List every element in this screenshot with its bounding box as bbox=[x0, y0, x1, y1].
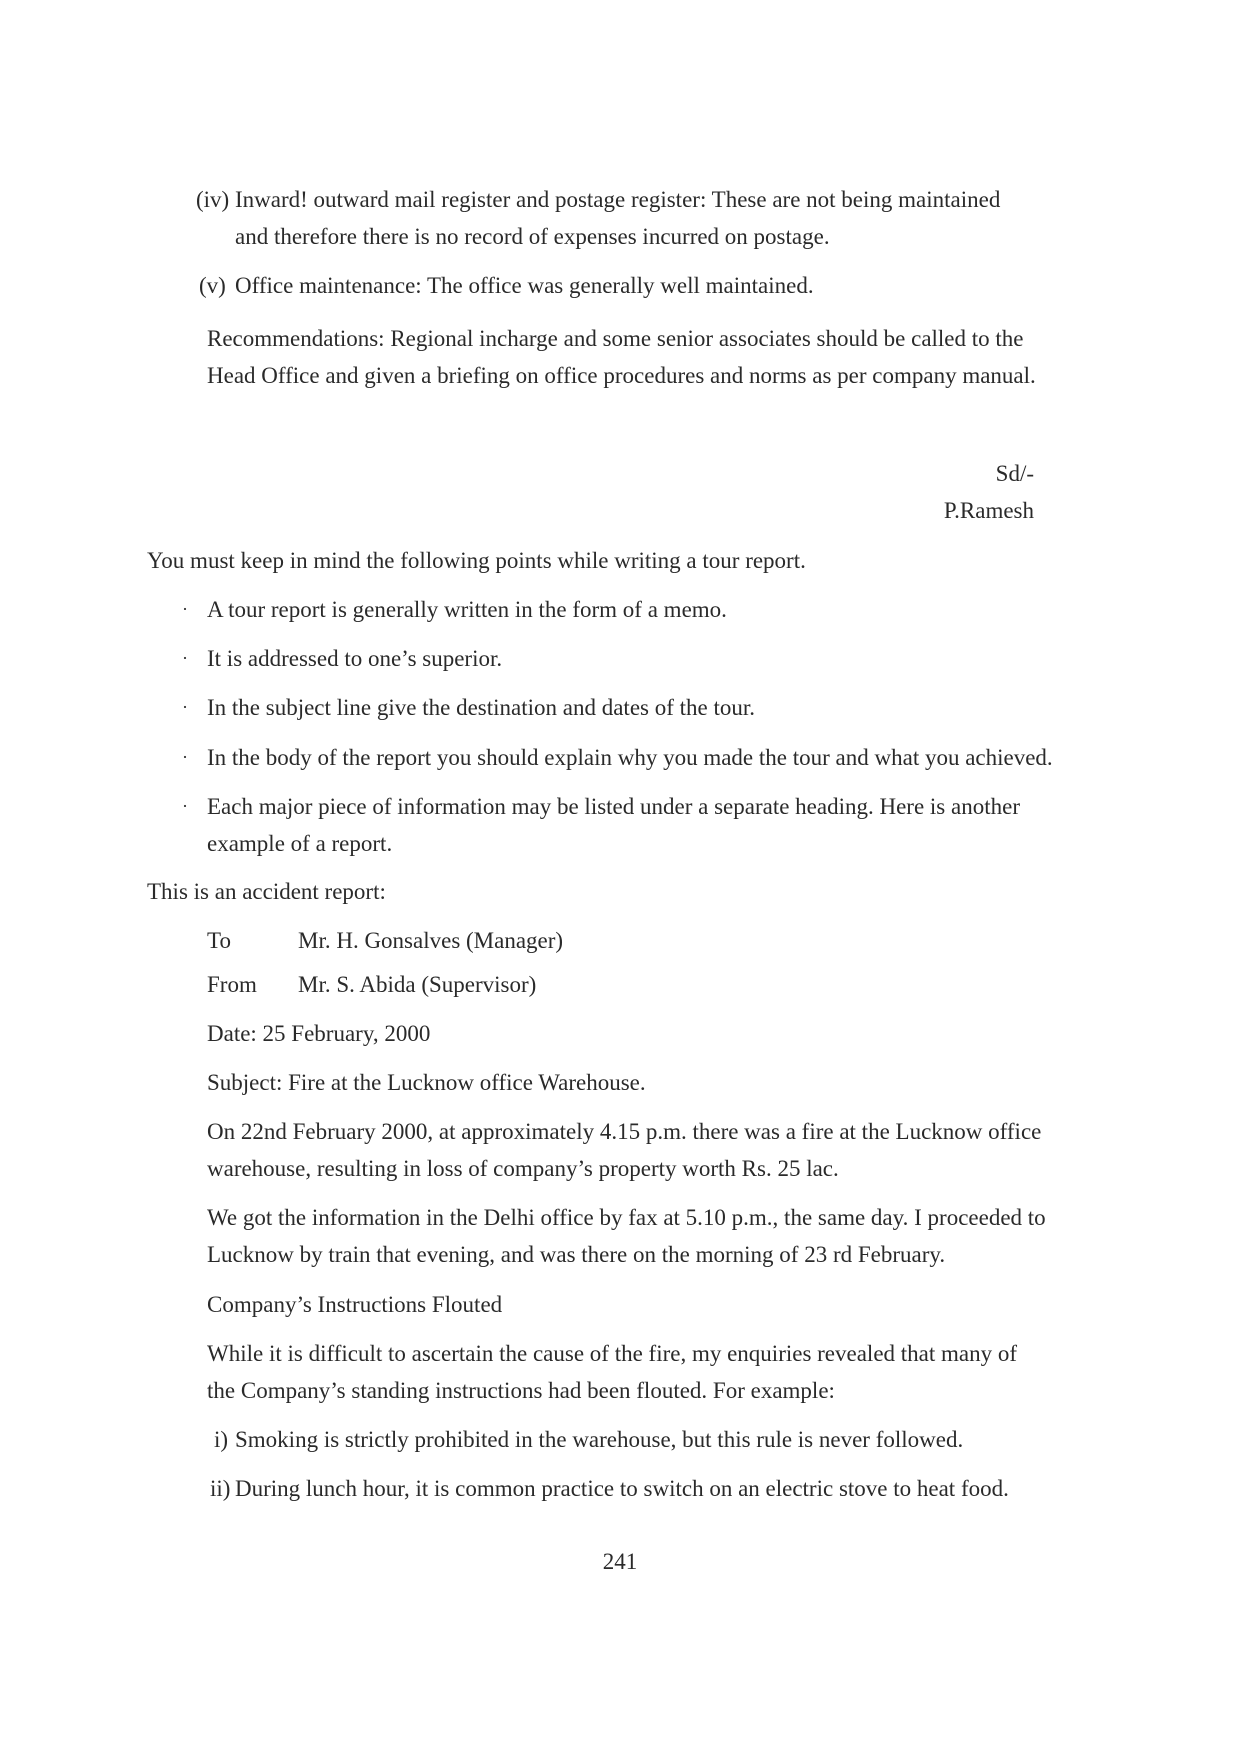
bullet-item bbox=[182, 640, 1097, 677]
memo-from-value: Mr. S. Abida (Supervisor) bbox=[298, 972, 537, 997]
memo-from-row bbox=[207, 966, 536, 1003]
bullet-item bbox=[182, 788, 1097, 862]
bullet-icon: · bbox=[182, 599, 188, 619]
list-item-v bbox=[196, 267, 1036, 304]
accident-paragraph-3: While it is difficult to ascertain the cause of the fire, my enquiries revealed that many of the Company’s standing instructions had been flouted. For example: bbox=[207, 1341, 1018, 1403]
memo-to-label: To bbox=[207, 928, 231, 953]
list-text: Inward! outward mail register and postage register: These are not being maintained and therefore there is no record of expenses incurred on postage. bbox=[235, 187, 1001, 249]
list-number: (iv) bbox=[196, 187, 230, 212]
bullet-item bbox=[182, 591, 1097, 628]
memo-from-label: From bbox=[207, 972, 257, 997]
memo-to-row bbox=[207, 922, 563, 959]
accident-paragraph-1: On 22nd February 2000, at approximately 4.15 p.m. there was a fire at the Lucknow office warehouse, resulting in loss of company’s property worth Rs. 25 lac. bbox=[207, 1119, 1042, 1181]
list-item-iv bbox=[196, 181, 1036, 255]
bullet-text: Each major piece of information may be listed under a separate heading. Here is another example of a report. bbox=[207, 794, 1020, 856]
memo-date: Date: 25 February, 2000 bbox=[207, 1021, 431, 1046]
memo-subject: Subject: Fire at the Lucknow office Warehouse. bbox=[207, 1070, 646, 1095]
accident-paragraph-2: We got the information in the Delhi office by fax at 5.10 p.m., the same day. I proceeded to Lucknow by train that evening, and was there on the morning of 23 rd February. bbox=[207, 1205, 1046, 1267]
list-number: ii) bbox=[210, 1476, 231, 1501]
list-text: Smoking is strictly prohibited in the warehouse, but this rule is never followed. bbox=[235, 1427, 964, 1452]
bullet-text: In the subject line give the destination and dates of the tour. bbox=[207, 695, 756, 720]
list-text: During lunch hour, it is common practice to switch on an electric stove to heat food. bbox=[235, 1476, 1009, 1501]
points-intro: You must keep in mind the following points while writing a tour report. bbox=[147, 548, 806, 573]
bullet-icon: · bbox=[182, 648, 188, 668]
list-text: Office maintenance: The office was generally well maintained. bbox=[235, 273, 814, 298]
bullet-text: In the body of the report you should explain why you made the tour and what you achieved. bbox=[207, 745, 1053, 770]
bullet-text: It is addressed to one’s superior. bbox=[207, 646, 503, 671]
section-heading: Company’s Instructions Flouted bbox=[207, 1292, 503, 1317]
bullet-icon: · bbox=[182, 697, 188, 717]
list-item-i bbox=[210, 1421, 1050, 1458]
list-item-ii bbox=[210, 1470, 1050, 1507]
list-number: i) bbox=[214, 1427, 229, 1452]
signature-sd: Sd/- bbox=[995, 461, 1034, 486]
signature-name: P.Ramesh bbox=[943, 498, 1034, 523]
bullet-icon: · bbox=[182, 747, 188, 767]
bullet-item bbox=[182, 689, 1097, 726]
bullet-item bbox=[182, 739, 1097, 776]
accident-intro: This is an accident report: bbox=[147, 879, 386, 904]
bullet-icon: · bbox=[182, 796, 188, 816]
memo-to-value: Mr. H. Gonsalves (Manager) bbox=[298, 928, 564, 953]
page-number: 241 bbox=[602, 1549, 638, 1574]
bullet-text: A tour report is generally written in the form of a memo. bbox=[207, 597, 727, 622]
recommendations-paragraph: Recommendations: Regional incharge and some senior associates should be called to the Head Office and given a briefing on office procedures and norms as per company manual. bbox=[207, 326, 1036, 388]
list-number: (v) bbox=[199, 273, 226, 298]
